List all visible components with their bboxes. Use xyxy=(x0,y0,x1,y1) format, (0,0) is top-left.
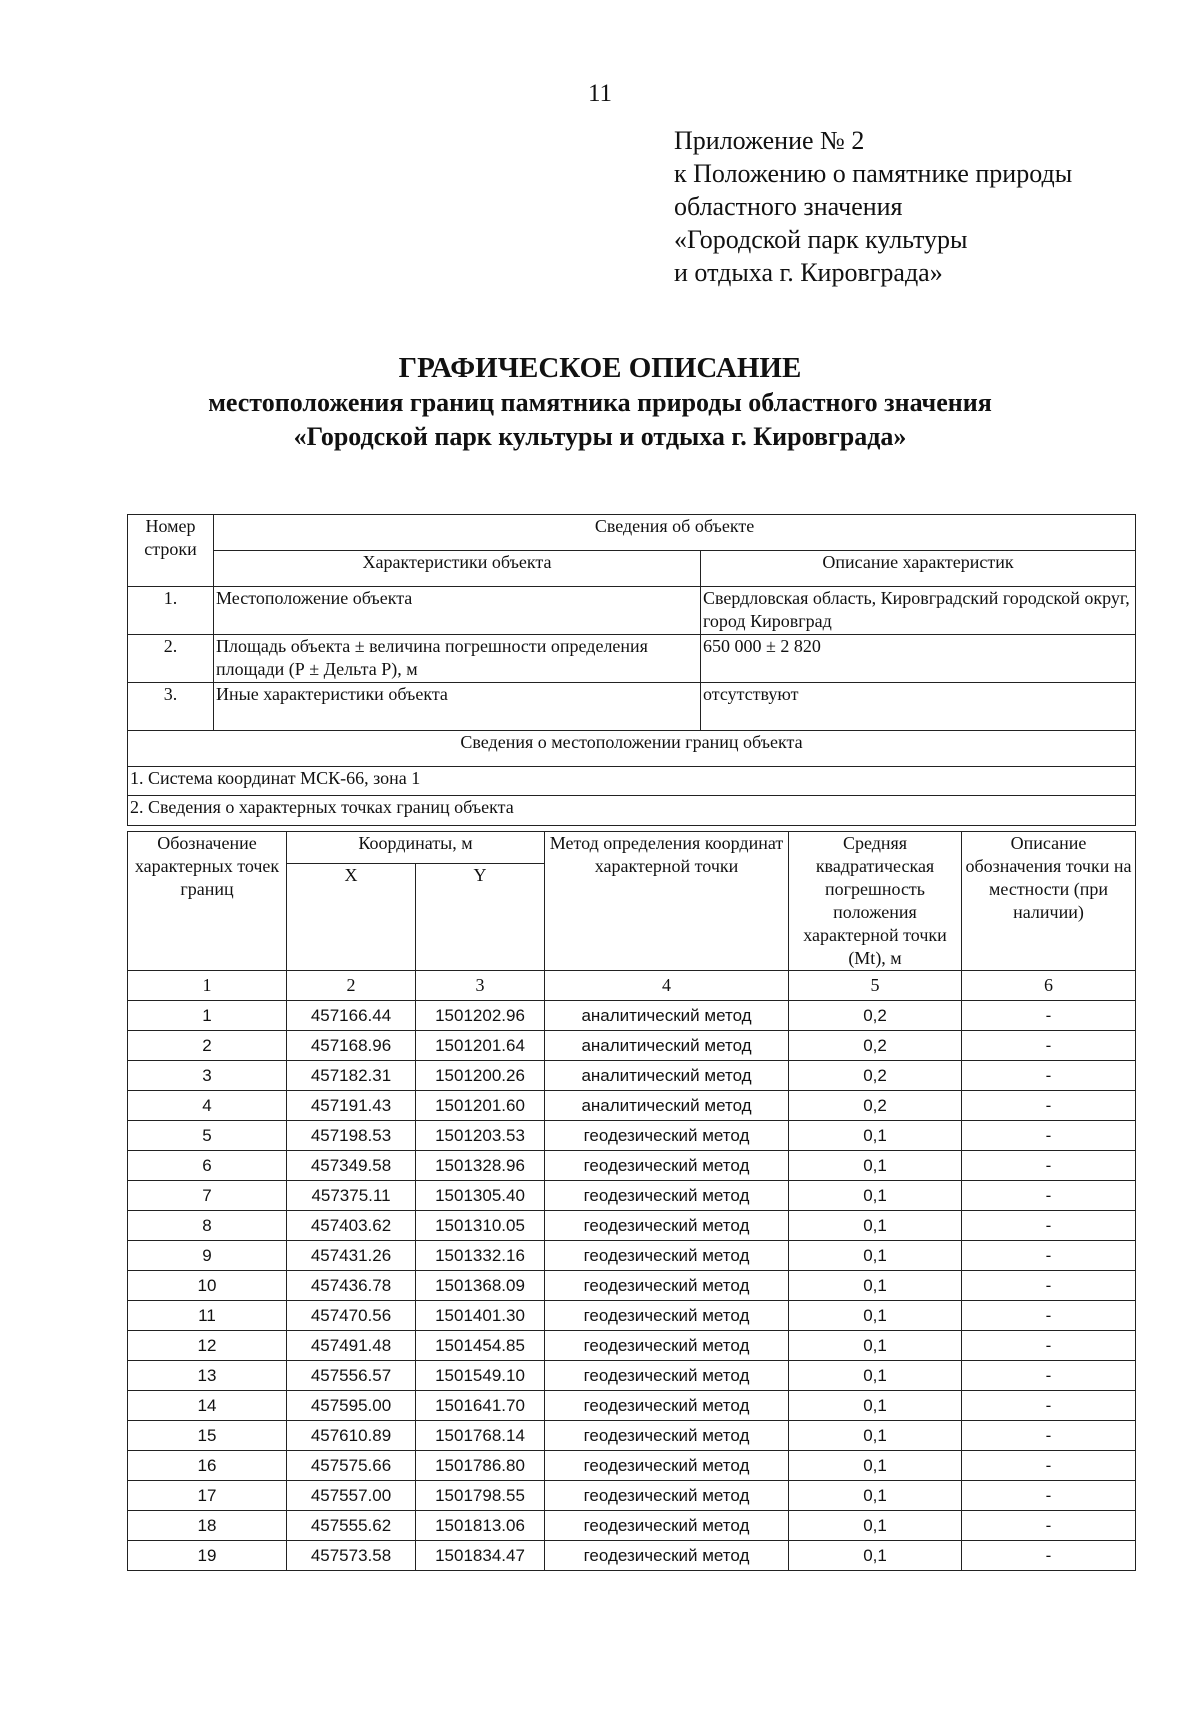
method: геодезический метод xyxy=(545,1541,789,1571)
table-row xyxy=(128,1091,1136,1121)
coord-x: 457403.62 xyxy=(287,1211,416,1241)
mean-error: 0,2 xyxy=(789,1031,962,1061)
mean-error: 0,1 xyxy=(789,1361,962,1391)
point-description: - xyxy=(962,1451,1136,1481)
description-header: Описание характеристик xyxy=(701,551,1136,587)
coord-y: 1501202.96 xyxy=(416,1001,545,1031)
point-description: - xyxy=(962,1331,1136,1361)
column-number: 1 xyxy=(128,971,287,1001)
coord-x: 457573.58 xyxy=(287,1541,416,1571)
point-number: 6 xyxy=(128,1151,287,1181)
point-description: - xyxy=(962,1271,1136,1301)
method: геодезический метод xyxy=(545,1511,789,1541)
point-number: 16 xyxy=(128,1451,287,1481)
coord-y: 1501328.96 xyxy=(416,1151,545,1181)
table-row xyxy=(128,1061,1136,1091)
row-number-header: Номер строки xyxy=(128,515,214,587)
point-number: 17 xyxy=(128,1481,287,1511)
appendix-line-2: к Положению о памятнике природы xyxy=(674,159,1073,188)
coord-y: 1501305.40 xyxy=(416,1181,545,1211)
point-number: 4 xyxy=(128,1091,287,1121)
coord-x: 457436.78 xyxy=(287,1271,416,1301)
method: геодезический метод xyxy=(545,1481,789,1511)
mean-error: 0,1 xyxy=(789,1421,962,1451)
point-number: 19 xyxy=(128,1541,287,1571)
coord-x: 457575.66 xyxy=(287,1451,416,1481)
column-number: 4 xyxy=(545,971,789,1001)
method: геодезический метод xyxy=(545,1361,789,1391)
table-row xyxy=(128,1451,1136,1481)
appendix-line-3: областного значения xyxy=(674,192,903,221)
coord-y: 1501368.09 xyxy=(416,1271,545,1301)
mean-error: 0,1 xyxy=(789,1271,962,1301)
mean-error: 0,1 xyxy=(789,1451,962,1481)
mean-error: 0,1 xyxy=(789,1211,962,1241)
point-number: 7 xyxy=(128,1181,287,1211)
coord-y: 1501200.26 xyxy=(416,1061,545,1091)
point-description: - xyxy=(962,1241,1136,1271)
point-number: 8 xyxy=(128,1211,287,1241)
mean-error: 0,1 xyxy=(789,1301,962,1331)
title-line-1: ГРАФИЧЕСКОЕ ОПИСАНИЕ xyxy=(398,352,802,384)
table-row xyxy=(128,1361,1136,1391)
point-description: - xyxy=(962,1091,1136,1121)
coord-y: 1501201.64 xyxy=(416,1031,545,1061)
coord-x: 457470.56 xyxy=(287,1301,416,1331)
method: геодезический метод xyxy=(545,1421,789,1451)
title-line-3: «Городской парк культуры и отдыха г. Кировграда» xyxy=(293,422,907,451)
location-header: Сведения о местоположении границ объекта xyxy=(128,731,1136,767)
coord-x: 457557.00 xyxy=(287,1481,416,1511)
coord-x: 457198.53 xyxy=(287,1121,416,1151)
mean-error: 0,1 xyxy=(789,1241,962,1271)
point-description: - xyxy=(962,1391,1136,1421)
appendix-line-4: «Городской парк культуры xyxy=(674,225,968,254)
point-number: 1 xyxy=(128,1001,287,1031)
table-row xyxy=(128,1391,1136,1421)
info-row-number: 1. xyxy=(128,587,214,635)
method: аналитический метод xyxy=(545,1061,789,1091)
method: геодезический метод xyxy=(545,1301,789,1331)
method: геодезический метод xyxy=(545,1391,789,1421)
point-description: - xyxy=(962,1151,1136,1181)
coord-x: 457556.57 xyxy=(287,1361,416,1391)
points-section-header: 2. Сведения о характерных точках границ объекта xyxy=(128,796,1136,826)
point-number: 18 xyxy=(128,1511,287,1541)
point-description: - xyxy=(962,1511,1136,1541)
method: геодезический метод xyxy=(545,1211,789,1241)
characteristics-header: Характеристики объекта xyxy=(214,551,701,587)
coord-x: 457431.26 xyxy=(287,1241,416,1271)
coord-y: 1501768.14 xyxy=(416,1421,545,1451)
point-description: - xyxy=(962,1541,1136,1571)
point-description: - xyxy=(962,1031,1136,1061)
coord-x: 457168.96 xyxy=(287,1031,416,1061)
appendix-heading xyxy=(674,124,1072,289)
coordinates-header: Координаты, м xyxy=(287,832,545,864)
object-info-table xyxy=(127,514,1136,826)
table-row xyxy=(128,1181,1136,1211)
point-description: - xyxy=(962,1301,1136,1331)
coord-y: 1501786.80 xyxy=(416,1451,545,1481)
x-header: X xyxy=(287,864,416,971)
point-description: - xyxy=(962,1481,1136,1511)
coord-y: 1501549.10 xyxy=(416,1361,545,1391)
coord-y: 1501798.55 xyxy=(416,1481,545,1511)
point-number: 13 xyxy=(128,1361,287,1391)
info-row-characteristic: Иные характеристики объекта xyxy=(214,683,701,731)
point-description-header: Описание обозначения точки на местности (при наличии) xyxy=(962,832,1136,971)
table-row xyxy=(128,1121,1136,1151)
points-table-body xyxy=(128,1001,1136,1571)
info-row-description: отсутствуют xyxy=(701,683,1136,731)
method: геодезический метод xyxy=(545,1151,789,1181)
table-row xyxy=(128,1241,1136,1271)
method: геодезический метод xyxy=(545,1121,789,1151)
info-row-number: 2. xyxy=(128,635,214,683)
table-row xyxy=(128,1301,1136,1331)
mean-error: 0,2 xyxy=(789,1061,962,1091)
table-row xyxy=(128,1271,1136,1301)
table-row xyxy=(128,1511,1136,1541)
point-number: 15 xyxy=(128,1421,287,1451)
method: геодезический метод xyxy=(545,1331,789,1361)
coord-x: 457349.58 xyxy=(287,1151,416,1181)
mean-error: 0,1 xyxy=(789,1121,962,1151)
designation-header: Обозначение характерных точек границ xyxy=(128,832,287,971)
coord-y: 1501201.60 xyxy=(416,1091,545,1121)
info-row-characteristic: Местоположение объекта xyxy=(214,587,701,635)
appendix-line-1: Приложение № 2 xyxy=(674,126,865,155)
coord-y: 1501641.70 xyxy=(416,1391,545,1421)
column-number: 2 xyxy=(287,971,416,1001)
mean-error: 0,1 xyxy=(789,1391,962,1421)
point-description: - xyxy=(962,1211,1136,1241)
coord-x: 457375.11 xyxy=(287,1181,416,1211)
point-description: - xyxy=(962,1181,1136,1211)
table-row xyxy=(128,1001,1136,1031)
object-info-header: Сведения об объекте xyxy=(214,515,1136,551)
point-number: 11 xyxy=(128,1301,287,1331)
mean-error: 0,2 xyxy=(789,1091,962,1121)
mean-error: 0,1 xyxy=(789,1331,962,1361)
point-number: 3 xyxy=(128,1061,287,1091)
method: аналитический метод xyxy=(545,1001,789,1031)
method: геодезический метод xyxy=(545,1181,789,1211)
method-header: Метод определения координат характерной точки xyxy=(545,832,789,971)
coord-y: 1501401.30 xyxy=(416,1301,545,1331)
point-number: 9 xyxy=(128,1241,287,1271)
method: геодезический метод xyxy=(545,1451,789,1481)
table-row xyxy=(128,1331,1136,1361)
column-number: 5 xyxy=(789,971,962,1001)
method: аналитический метод xyxy=(545,1091,789,1121)
coord-x: 457166.44 xyxy=(287,1001,416,1031)
table-row xyxy=(128,1151,1136,1181)
coord-y: 1501813.06 xyxy=(416,1511,545,1541)
point-number: 2 xyxy=(128,1031,287,1061)
appendix-line-5: и отдыха г. Кировграда» xyxy=(674,258,943,287)
point-number: 5 xyxy=(128,1121,287,1151)
y-header: Y xyxy=(416,864,545,971)
coord-x: 457595.00 xyxy=(287,1391,416,1421)
coord-x: 457182.31 xyxy=(287,1061,416,1091)
mean-error: 0,1 xyxy=(789,1181,962,1211)
mean-error: 0,2 xyxy=(789,1001,962,1031)
table-row xyxy=(128,1481,1136,1511)
point-number: 12 xyxy=(128,1331,287,1361)
coord-y: 1501834.47 xyxy=(416,1541,545,1571)
point-description: - xyxy=(962,1061,1136,1091)
info-row-description: 650 000 ± 2 820 xyxy=(701,635,1136,683)
mean-error: 0,1 xyxy=(789,1541,962,1571)
coord-x: 457191.43 xyxy=(287,1091,416,1121)
coordinate-system: 1. Система координат МСК-66, зона 1 xyxy=(128,767,1136,796)
title-line-2: местоположения границ памятника природы областного значения xyxy=(208,388,992,417)
table-row xyxy=(128,1541,1136,1571)
method: геодезический метод xyxy=(545,1241,789,1271)
info-row-number: 3. xyxy=(128,683,214,731)
table-row xyxy=(128,1031,1136,1061)
coord-y: 1501332.16 xyxy=(416,1241,545,1271)
coord-y: 1501203.53 xyxy=(416,1121,545,1151)
point-description: - xyxy=(962,1001,1136,1031)
info-row-description: Свердловская область, Кировградский городской округ, город Кировград xyxy=(701,587,1136,635)
coord-x: 457555.62 xyxy=(287,1511,416,1541)
point-description: - xyxy=(962,1361,1136,1391)
coord-y: 1501310.05 xyxy=(416,1211,545,1241)
point-description: - xyxy=(962,1121,1136,1151)
point-number: 14 xyxy=(128,1391,287,1421)
error-header: Средняя квадратическая погрешность положения характерной точки (Mt), м xyxy=(789,832,962,971)
coord-y: 1501454.85 xyxy=(416,1331,545,1361)
column-number: 6 xyxy=(962,971,1136,1001)
coord-x: 457491.48 xyxy=(287,1331,416,1361)
point-number: 10 xyxy=(128,1271,287,1301)
method: геодезический метод xyxy=(545,1271,789,1301)
table-row xyxy=(128,1211,1136,1241)
method: аналитический метод xyxy=(545,1031,789,1061)
mean-error: 0,1 xyxy=(789,1511,962,1541)
mean-error: 0,1 xyxy=(789,1151,962,1181)
coord-x: 457610.89 xyxy=(287,1421,416,1451)
point-description: - xyxy=(962,1421,1136,1451)
column-number: 3 xyxy=(416,971,545,1001)
page-number: 11 xyxy=(587,80,613,107)
boundary-points-table xyxy=(127,831,1136,1571)
table-row xyxy=(128,1421,1136,1451)
mean-error: 0,1 xyxy=(789,1481,962,1511)
info-row-characteristic: Площадь объекта ± величина погрешности определения площади (Р ± Дельта Р), м xyxy=(214,635,701,683)
document-title xyxy=(0,350,1200,454)
